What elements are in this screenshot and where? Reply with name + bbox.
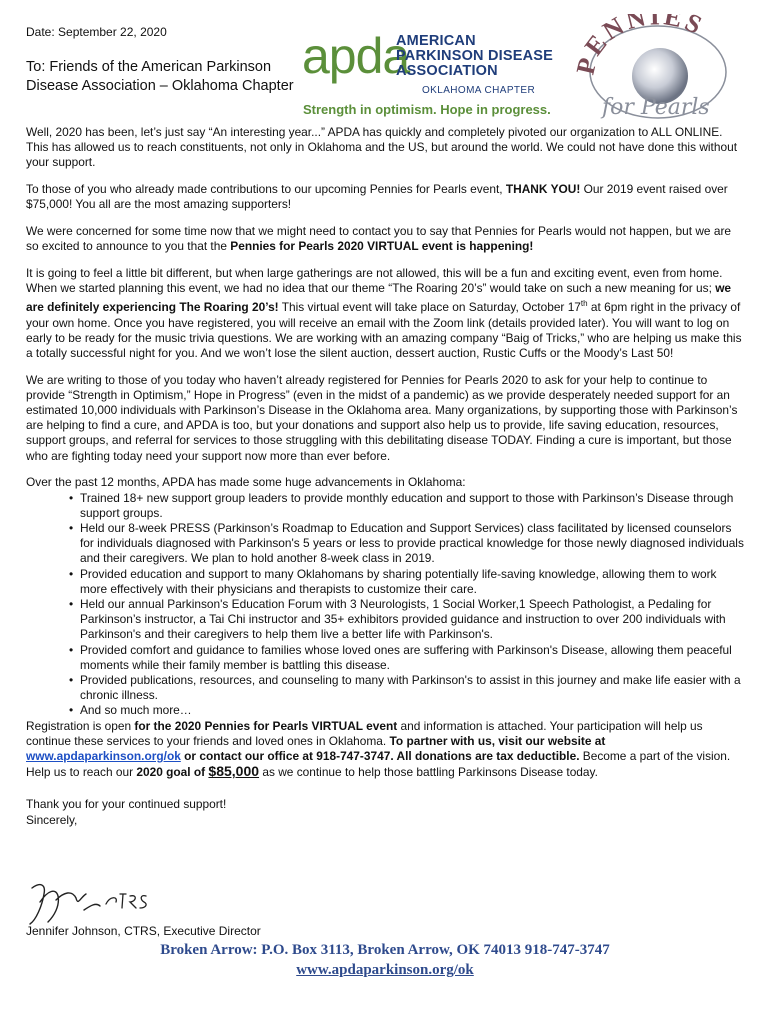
closing-sincerely: Sincerely, — [26, 812, 78, 827]
list-item: • Provided education and support to many Oklahomans by sharing potentially life-saving knowledge, allowing them to work more effectively with their physicians and therapists to customize their care. — [78, 567, 746, 597]
closing-thanks: Thank you for your continued support! — [26, 797, 227, 812]
logo-name-line-3: ASSOCIATION — [396, 63, 498, 79]
logo-org-name — [396, 34, 553, 79]
p2-text-end: Our 2019 event raised over $75,000! You all are the most amazing supporters! — [26, 182, 728, 212]
footer-address: Broken Arrow: P.O. Box 3113, Broken Arrow, OK 74013 918-747-3747 — [160, 942, 610, 958]
recipient-line-1: To: Friends of the American Parkinson — [26, 59, 272, 75]
recipient-line-2: Disease Association – Oklahoma Chapter — [26, 78, 294, 94]
logo-name-line-1: AMERICAN — [396, 33, 476, 49]
badge-top-text: PENNIES — [572, 14, 709, 78]
p4-date: This virtual event will take place on Saturday, October 17 — [278, 300, 581, 315]
logo-tagline: Strength in optimism. Hope in progress. — [303, 102, 551, 117]
p7-vision: Become a part of the vision. Help us to reach our — [26, 748, 731, 780]
p3-text: We were concerned for some time now that we might need to contact you to say that Pennies for Pearls would not happen, but we are so excited to announce to you that the — [26, 224, 732, 254]
letter-body — [26, 125, 746, 828]
p3-announcement: Pennies for Pearls 2020 VIRTUAL event is happening! — [230, 239, 534, 254]
signature-graphic — [26, 880, 166, 928]
signer-name: Jennifer Johnson, CTRS, Executive Director — [26, 924, 261, 938]
paragraph-7 — [26, 719, 746, 781]
footer-url[interactable]: www.apdaparkinson.org/ok — [296, 962, 474, 978]
list-item: • Provided publications, resources, and counseling to many with Parkinson's to assist in this journey and make life easier with a chronic illness. — [78, 673, 746, 703]
list-item: • Held our 8-week PRESS (Parkinson’s Roadmap to Education and Support Services) class facilitated by licensed counselors for individuals diagnosed with Parkinson's 5 years or less to provide practical knowledge for those newly diagnosed individuals and their caregivers. We plan to hold another 8-week class in 2019. — [78, 521, 746, 567]
p4-roaring: we are definitely experiencing The Roaring 20’s! — [26, 281, 732, 315]
p4-sup: th — [580, 299, 588, 309]
apda-logo — [300, 30, 555, 120]
paragraph-3 — [26, 224, 746, 254]
p2-text: To those of you who already made contributions to our upcoming Pennies for Pearls event, — [26, 182, 506, 197]
badge-bottom-text: for Pearls — [602, 95, 710, 120]
list-item: • Provided comfort and guidance to families whose loved ones are suffering with Parkinson's Disease, allowing them peaceful moments while their family member is battling this disease. — [78, 643, 746, 673]
p7-event: for the 2020 Pennies for Pearls VIRTUAL event — [134, 718, 398, 733]
paragraph-6: Over the past 12 months, APDA has made some huge advancements in Oklahoma: — [26, 475, 466, 490]
handwritten-signature — [26, 880, 166, 928]
advancements-list — [26, 491, 746, 719]
p7-goal-label: 2020 goal of — [136, 765, 209, 780]
pearl-badge-graphic — [572, 14, 742, 124]
p2-thank-you: THANK YOU! — [505, 182, 581, 197]
list-item: • Trained 18+ new support group leaders to provide monthly education and support to those with Parkinson’s Disease through support groups. — [78, 491, 746, 521]
paragraph-5: We are writing to those of you today who haven’t already registered for Pennies for Pearls 2020 to ask for your help to continue to provide “Strength in Optimism,” Hope in Progress” (even in the midst of a pandemic) as we provide desperately needed support for an estimated 10,000 individuals with Parkinson’s Disease in the Oklahoma area. Many organizations, by supporting those with Parkinson’s are helping to find a cure, and APDA is too, but your donations and support also help us to provide, life saving education, resources, support groups, and referral for services to those struggling with this debilitating disease TODAY. Finding a cure is important, but those who are fighting today need your support now more than ever before. — [26, 372, 738, 463]
letter-date: Date: September 22, 2020 — [26, 25, 167, 39]
pennies-for-pearls-badge — [572, 14, 742, 124]
logo-chapter: OKLAHOMA CHAPTER — [422, 85, 536, 96]
p4-details: at 6pm right in the privacy of your own home. Once you have registered, you will receive an email with the Zoom link (details provided later). You will want to log on early to be ready for the music trivia questions. We are working with an amazing company “Baig of Tricks,” who are helping us make this a totally successful night for you. And we won’t lose the silent auction, dessert auction, Rustic Cuffs or the Moody’s Last 50! — [26, 300, 742, 360]
list-item: • And so much more… — [78, 703, 746, 718]
paragraph-1: Well, 2020 has been, let’s just say “An interesting year...” APDA has quickly and completely pivoted our organization to ALL ONLINE. This has allowed us to reach constituents, not only in Oklahoma and the US, but around the world. We could not have done this without your support. — [26, 125, 737, 170]
website-link[interactable]: www.apdaparkinson.org/ok — [26, 748, 181, 763]
p7-text: Registration is open — [26, 718, 135, 733]
list-item: • Held our annual Parkinson's Education Forum with 3 Neurologists, 1 Social Worker,1 Speech Pathologist, a Pedaling for Parkinson’s instructor, a Tai Chi instructor and 35+ exhibitors provided guidance and instruction to over 200 individuals with Parkinson's and their caregivers to help them live a better life with Parkinson's. — [78, 597, 746, 643]
p4-text: It is going to feel a little bit different, but when large gatherings are not allowed, this will be a fun and exciting event, even from home. When we started planning this event, we had no idea that our theme “The Roaring 20’s” would take on such a new meaning for us; — [26, 265, 723, 296]
logo-name-line-2: PARKINSON DISEASE — [396, 48, 554, 64]
p7-text-end: as we continue to help those battling Parkinsons Disease today. — [259, 765, 598, 780]
p7-partner: To partner with us, visit our website at — [389, 733, 606, 748]
paragraph-2 — [26, 182, 746, 212]
p7-text-2: and information is attached. Your participation will help us continue these services to your friends and loved ones in Oklahoma. — [26, 718, 703, 748]
recipient-block — [26, 58, 294, 96]
goal-amount: $85,000 — [208, 763, 260, 780]
logo-acronym: apda — [302, 28, 410, 84]
p7-contact: or contact our office at 918-747-3747. All donations are tax deductible. — [180, 748, 580, 763]
paragraph-4 — [26, 266, 746, 361]
letter-footer — [0, 940, 770, 980]
